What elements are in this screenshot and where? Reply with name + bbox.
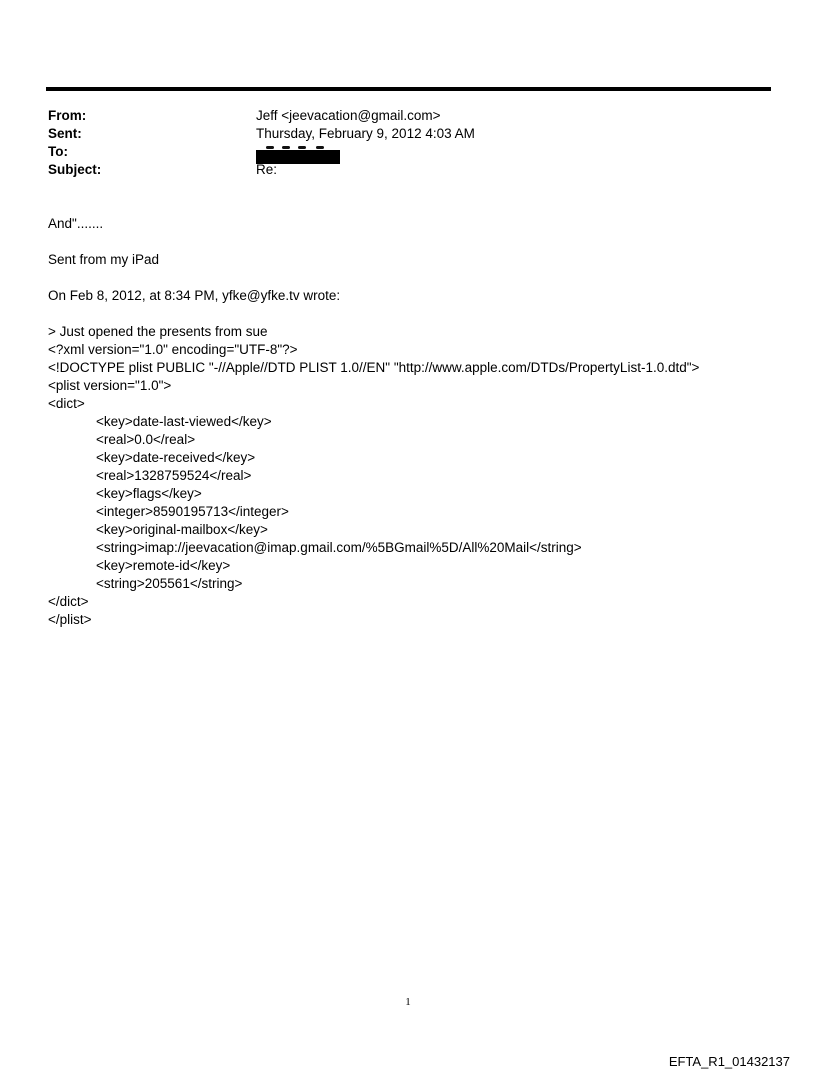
from-label: From: [48,108,87,123]
to-label: To: [48,144,68,159]
xml-declaration: <?xml version="1.0" encoding="UTF-8"?> [48,342,298,357]
subject-label: Subject: [48,162,102,177]
dict-line: <key>date-received</key> [96,450,256,465]
body-line-sent-from: Sent from my iPad [48,252,160,267]
sent-value: Thursday, February 9, 2012 4:03 AM [256,126,475,141]
dict-line: <key>date-last-viewed</key> [96,414,272,429]
plist-close-tag: </plist> [48,612,92,627]
sent-label: Sent: [48,126,82,141]
body-line-and: And"....... [48,216,104,231]
dict-line: <real>0.0</real> [96,432,196,447]
dict-open-tag: <dict> [48,396,85,411]
dict-line: <string>205561</string> [96,576,243,591]
plist-open-tag: <plist version="1.0"> [48,378,172,393]
body-line-on-wrote: On Feb 8, 2012, at 8:34 PM, yfke@yfke.tv wrote: [48,288,341,303]
dict-line: <key>original-mailbox</key> [96,522,268,537]
dict-close-tag: </dict> [48,594,89,609]
header-rule [46,87,771,91]
from-value: Jeff <jeevacation@gmail.com> [256,108,441,123]
dict-line: <key>flags</key> [96,486,202,501]
dict-line: <key>remote-id</key> [96,558,231,573]
dict-line: <string>imap://jeevacation@imap.gmail.com/%5BGmail%5D/All%20Mail</string> [96,540,582,555]
dict-line: <real>1328759524</real> [96,468,252,483]
quoted-line: > Just opened the presents from sue [48,324,268,339]
bates-number: EFTA_R1_01432137 [668,1054,790,1069]
subject-value: Re: [256,162,278,177]
dict-line: <integer>8590195713</integer> [96,504,289,519]
page-number: 1 [405,996,411,1008]
redaction-residue [262,139,332,150]
doctype-line: <!DOCTYPE plist PUBLIC "-//Apple//DTD PLIST 1.0//EN" "http://www.apple.com/DTDs/PropertyList-1.0.dtd"> [48,360,700,375]
